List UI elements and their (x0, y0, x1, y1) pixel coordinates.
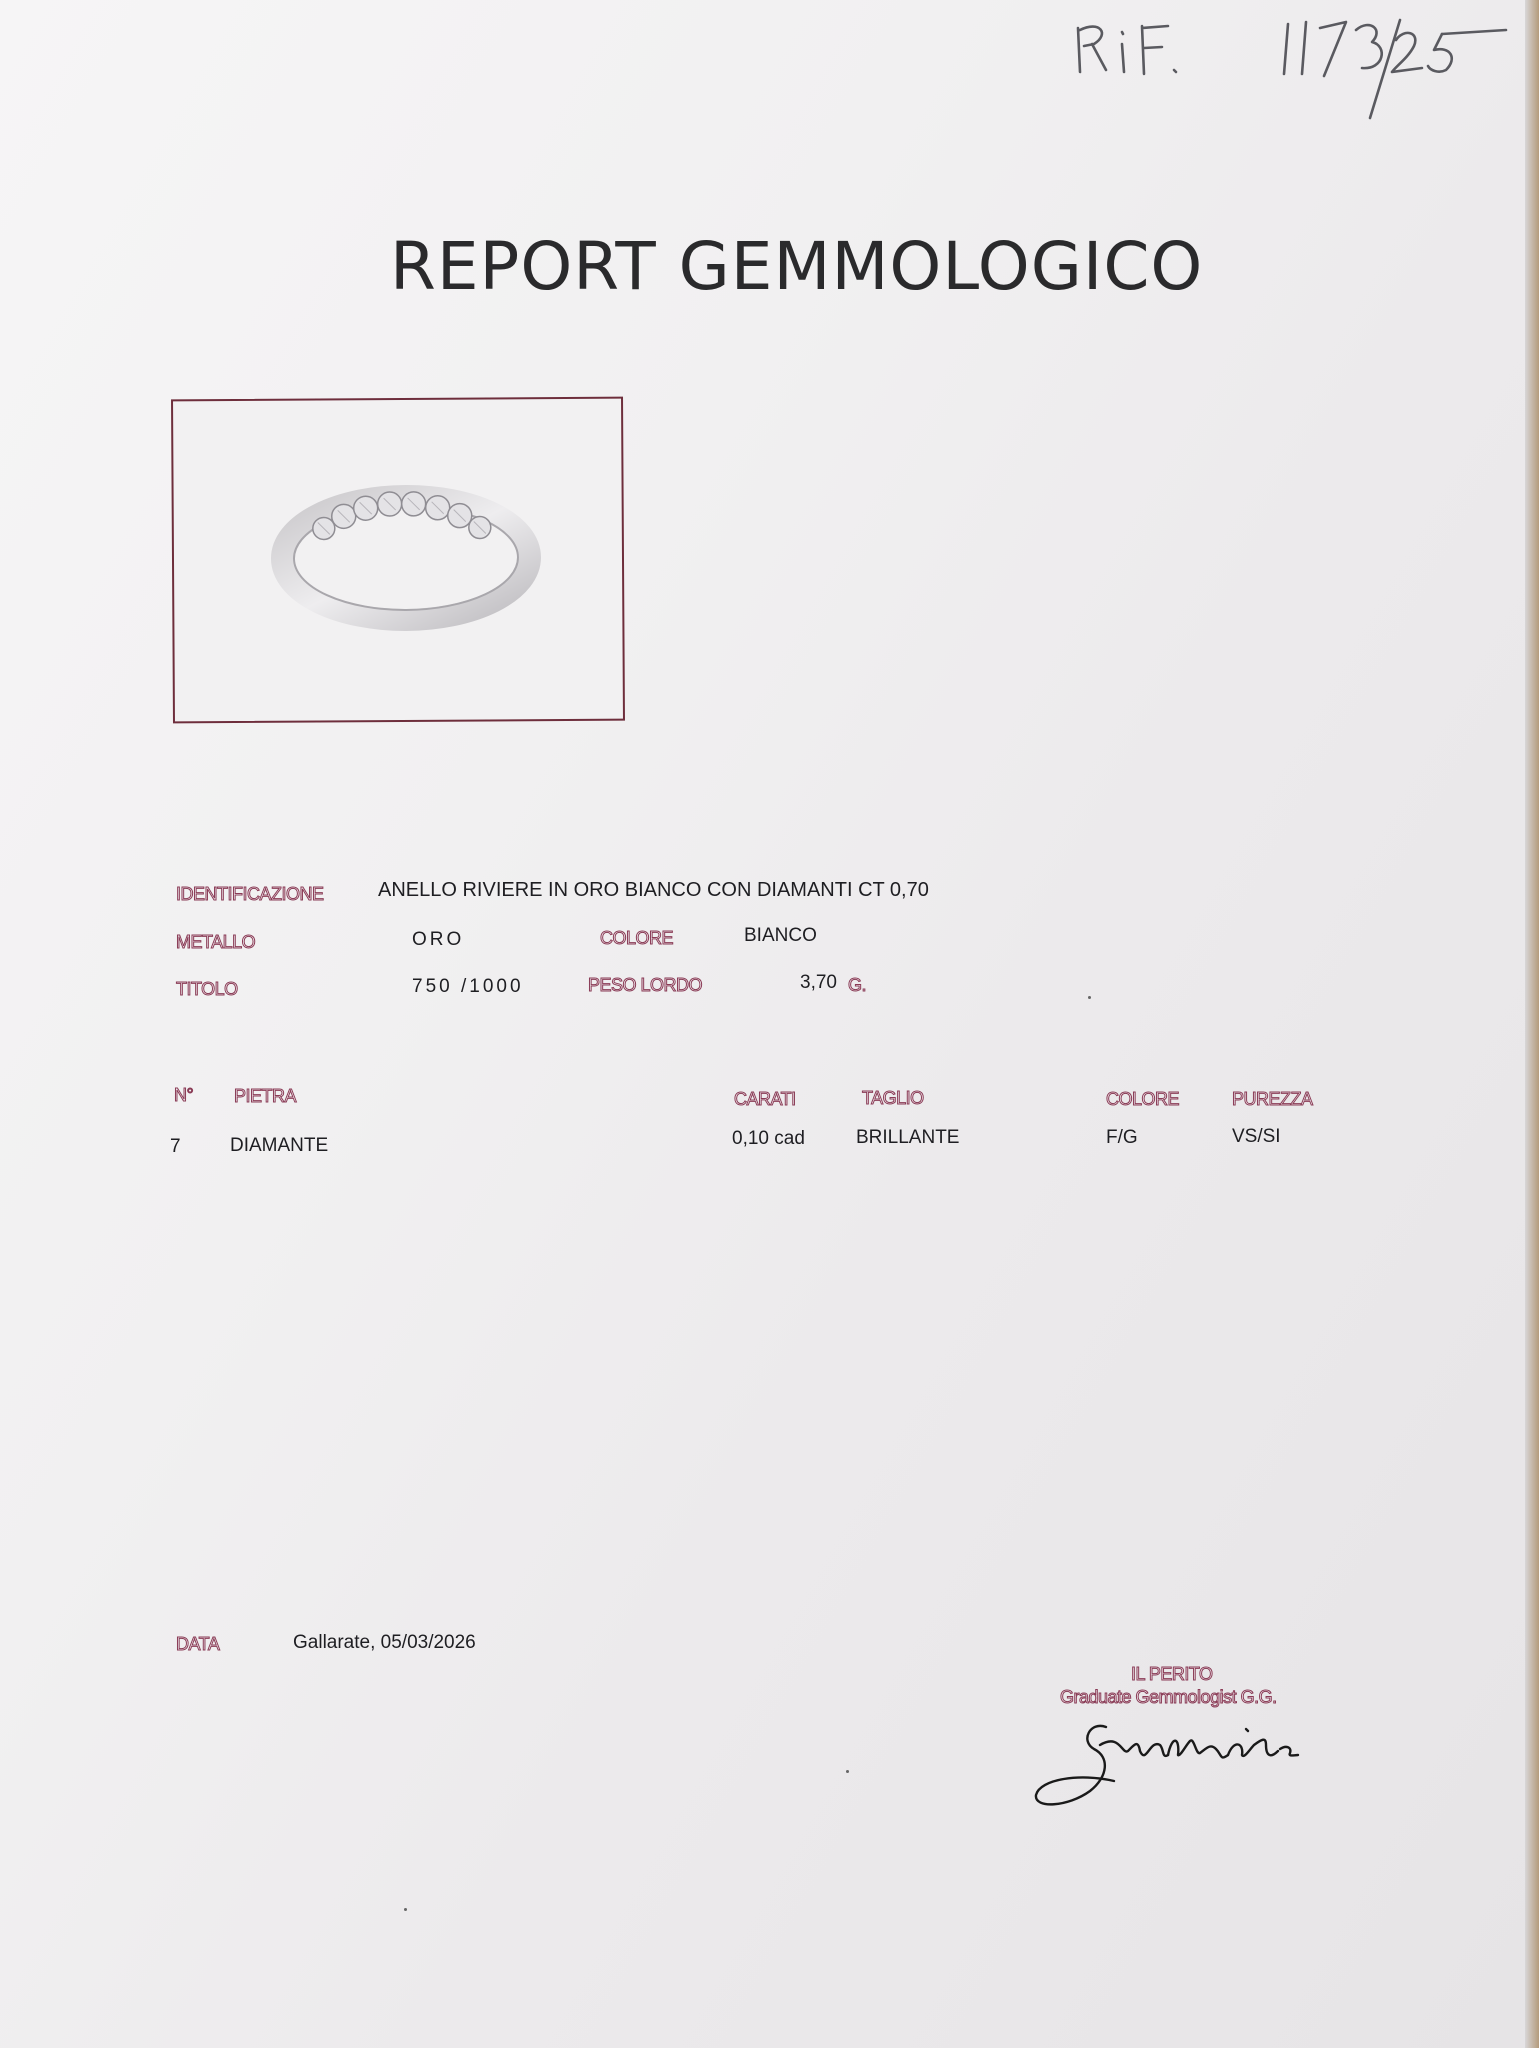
perito-subtitle: Graduate Gemmologist G.G. (1060, 1687, 1277, 1707)
row-colore: F/G (1106, 1127, 1138, 1148)
signature (1030, 1715, 1340, 1840)
header-taglio: TAGLIO (862, 1088, 924, 1108)
paper-edge (1525, 0, 1539, 2048)
header-carati: CARATI (734, 1089, 796, 1109)
titolo-label: TITOLO (176, 979, 238, 999)
paper-speck (1088, 996, 1091, 999)
row-carati: 0,10 cad (732, 1128, 805, 1149)
peso-lordo-value: 3,70 (800, 972, 837, 993)
paper-speck (846, 1770, 849, 1773)
page-title: REPORT GEMMOLOGICO (390, 228, 1204, 305)
header-colore: COLORE (1106, 1089, 1180, 1109)
ring-photo (173, 399, 623, 722)
header-pietra: PIETRA (234, 1086, 297, 1106)
colore-metal-value: BIANCO (744, 925, 817, 946)
header-purezza: PUREZZA (1232, 1089, 1313, 1109)
data-value: Gallarate, 05/03/2026 (293, 1632, 476, 1653)
identificazione-value: ANELLO RIVIERE IN ORO BIANCO CON DIAMANTI CT 0,70 (378, 879, 929, 901)
metallo-value: ORO (412, 929, 465, 950)
handwritten-reference (1070, 0, 1530, 130)
row-pietra: DIAMANTE (230, 1135, 329, 1156)
header-numero: N° (174, 1085, 194, 1105)
perito-title: IL PERITO (1131, 1664, 1213, 1684)
ring-photo-frame (171, 397, 625, 724)
row-numero: 7 (170, 1136, 181, 1157)
peso-unit-label: G. (848, 975, 867, 995)
reference-number (1070, 0, 1076, 1)
row-taglio: BRILLANTE (856, 1127, 960, 1148)
paper-speck (404, 1908, 407, 1911)
data-label: DATA (176, 1634, 220, 1654)
titolo-value: 750 /1000 (412, 976, 524, 997)
peso-lordo-label: PESO LORDO (588, 975, 703, 995)
colore-metal-label: COLORE (600, 928, 674, 948)
identificazione-label: IDENTIFICAZIONE (176, 884, 324, 904)
metallo-label: METALLO (176, 932, 256, 952)
row-purezza: VS/SI (1232, 1126, 1281, 1147)
